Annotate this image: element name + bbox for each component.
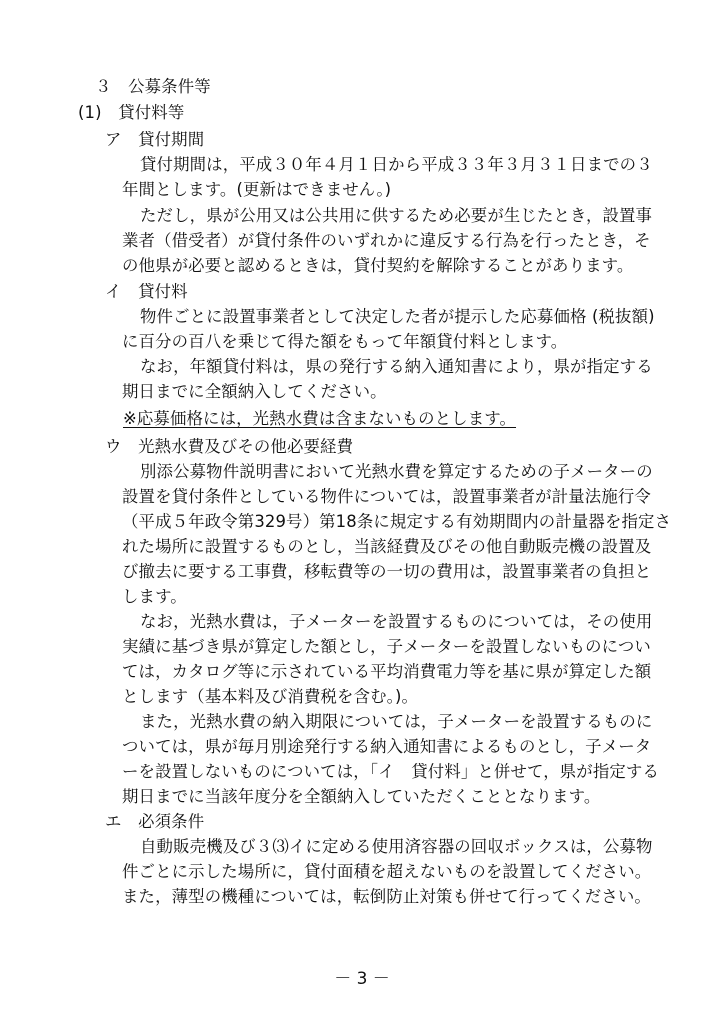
item-u-line: します。 (122, 587, 187, 606)
item-u-line: び撤去に要する工事費，移転費等の一切の費用は，設置事業者の負担と (122, 562, 652, 581)
item-u-line: ては，カタログ等に示されている平均消費電力等を基に県が算定した額 (122, 662, 652, 681)
item-i-line: 期日までに全額納入してください。 (122, 382, 387, 401)
item-i-note-underlined: ※応募価格には，光熱水費は含まないものとします。 (123, 409, 517, 428)
item-u-line: ついては，県が毎月別途発行する納入通知書によるものとし，子メータ (122, 737, 652, 756)
item-a-line: 業者（借受者）が貸付条件のいずれかに違反する行為を行ったとき，そ (122, 231, 651, 250)
page-number: － 3 － (334, 969, 390, 989)
item-u-line: ーを設置しないものについては，「イ 貸付料」と併せて，県が指定する (122, 762, 659, 781)
item-u-line: 期日までに当該年度分を全額納入していただくこととなります。 (122, 787, 601, 806)
item-u-line: れた場所に設置するものとし，当該経費及びその他自動販売機の設置及 (122, 537, 652, 556)
item-e-line: 自動販売機及び３⑶イに定める使用済容器の回収ボックスは，公募物 (140, 837, 653, 856)
item-e-line: また，薄型の機種については，転倒防止対策も併せて行ってください。 (122, 887, 651, 906)
item-i-line: に百分の百八を乗じて得た額をもって年額貸付料とします。 (122, 332, 568, 351)
item-a-line: 年間とします。(更新はできません。) (122, 180, 392, 199)
section-heading: ３ 公募条件等 (95, 77, 211, 96)
item-u-line: 設置を貸付条件としている物件については，設置事業者が計量法施行令 (122, 487, 651, 506)
item-u-line: とします（基本料及び消費税を含む。)。 (122, 687, 419, 706)
item-i-line: 物件ごとに設置事業者として決定した者が提示した応募価格 (税抜額) (140, 307, 655, 326)
item-a-line: ただし，県が公用又は公共用に供するため必要が生じたとき，設置事 (140, 206, 653, 225)
item-e-title: エ 必須条件 (105, 812, 205, 831)
item-i-line: なお，年額貸付料は，県の発行する納入通知書により，県が指定する (140, 357, 653, 376)
item-u-line: （平成５年政令第329号）第18条に規定する有効期間内の計量器を指定さ (122, 512, 672, 531)
item-a-title: ア 貸付期間 (105, 130, 205, 149)
item-i-title: イ 貸付料 (105, 282, 188, 301)
item-u-line: また，光熱水費の納入期限については，子メーターを設置するものに (140, 712, 653, 731)
item-u-line: 別添公募物件説明書において光熱水費を算定するための子メーターの (140, 462, 653, 481)
item-u-line: 実績に基づき県が算定した額とし，子メーターを設置しないものについ (122, 637, 651, 656)
subsection-heading: (1) 貸付料等 (78, 103, 185, 122)
item-a-line: の他県が必要と認めるときは，貸付契約を解除することがあります。 (122, 256, 634, 275)
item-e-line: 件ごとに示した場所に，貸付面積を超えないものを設置してください。 (122, 862, 652, 881)
item-u-line: なお，光熱水費は，子メーターを設置するものについては，その使用 (140, 612, 653, 631)
item-a-line: 貸付期間は，平成３０年４月１日から平成３３年３月３１日までの３ (140, 155, 653, 174)
item-u-title: ウ 光熱水費及びその他必要経費 (105, 437, 354, 456)
